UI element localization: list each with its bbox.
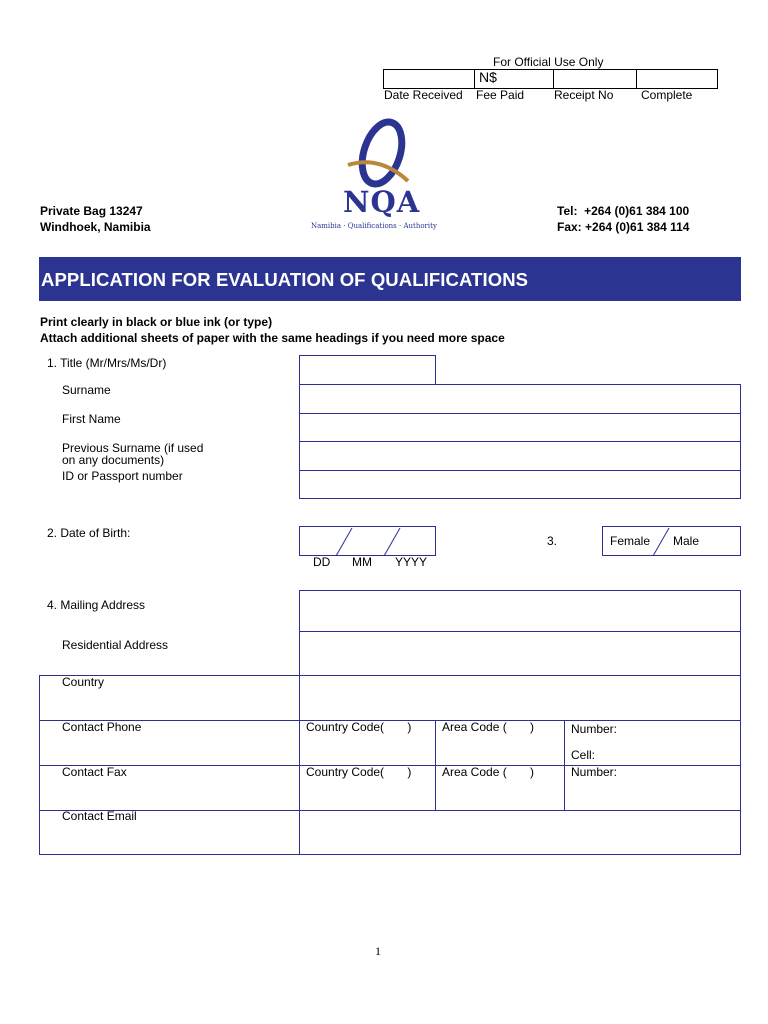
page-title: APPLICATION FOR EVALUATION OF QUALIFICATIONS: [41, 269, 529, 290]
first-name-label: First Name: [62, 412, 121, 426]
country-label: Country: [62, 675, 105, 689]
previous-surname-label-2: on any documents): [62, 453, 165, 467]
phone-country-code[interactable]: Country Code( ): [306, 720, 412, 734]
residential-address-input[interactable]: [299, 631, 741, 676]
phone-area-code[interactable]: Area Code ( ): [442, 720, 535, 734]
id-passport-label: ID or Passport number: [62, 469, 183, 483]
email-input[interactable]: [300, 811, 740, 854]
tel-number: Tel: +264 (0)61 384 100: [557, 204, 690, 218]
col-fee-paid: Fee Paid: [476, 88, 525, 102]
dob-mm-label: MM: [352, 555, 372, 569]
country-input[interactable]: [300, 676, 740, 719]
first-name-input[interactable]: [300, 414, 740, 440]
instruction-sheets: Attach additional sheets of paper with the same headings if you need more space: [40, 331, 505, 345]
phone-number[interactable]: Number:: [571, 722, 618, 736]
form-title-banner: [39, 257, 741, 301]
id-passport-input[interactable]: [300, 471, 740, 498]
fax-country-code[interactable]: Country Code( ): [306, 765, 412, 779]
title-label: 1. Title (Mr/Mrs/Ms/Dr): [47, 356, 167, 370]
address-line-1: Private Bag 13247: [40, 204, 143, 218]
page-number: 1: [375, 944, 381, 958]
col-receipt-no: Receipt No: [554, 88, 614, 102]
fax-number: Fax: +264 (0)61 384 114: [557, 220, 690, 234]
currency-label: N$: [479, 69, 497, 85]
contact-fax-label: Contact Fax: [62, 765, 127, 779]
gender-female[interactable]: Female: [610, 534, 651, 548]
logo-tagline: Namibia · Qualifications · Authority: [311, 222, 437, 230]
fax-number-field[interactable]: Number:: [571, 765, 618, 779]
fax-area-code[interactable]: Area Code ( ): [442, 765, 535, 779]
previous-surname-input[interactable]: [300, 442, 740, 469]
logo-name: NQA: [343, 185, 421, 219]
dob-dd-label: DD: [313, 555, 331, 569]
gender-label: 3.: [547, 534, 558, 548]
instruction-ink: Print clearly in black or blue ink (or type): [40, 315, 273, 329]
dob-separators: [299, 526, 436, 556]
contact-email-label: Contact Email: [62, 809, 137, 823]
previous-surname-label-1: Previous Surname (if used: [62, 441, 204, 455]
mailing-address-input[interactable]: [299, 590, 741, 632]
dob-label: 2. Date of Birth:: [47, 526, 131, 540]
official-use-table: [383, 69, 718, 89]
nqa-logo: [300, 115, 460, 235]
phone-cell[interactable]: Cell:: [571, 748, 596, 762]
title-input[interactable]: [299, 355, 436, 385]
mailing-address-label: 4. Mailing Address: [47, 598, 146, 612]
contact-phone-label: Contact Phone: [62, 720, 142, 734]
official-use-title: For Official Use Only: [493, 55, 604, 69]
gender-male[interactable]: Male: [673, 534, 700, 548]
dob-yyyy-label: YYYY: [395, 555, 428, 569]
residential-address-label: Residential Address: [62, 638, 169, 652]
address-line-2: Windhoek, Namibia: [40, 220, 151, 234]
nqa-logo-mark-icon: [300, 115, 460, 195]
surname-input[interactable]: [300, 385, 740, 412]
col-complete: Complete: [641, 88, 693, 102]
col-date-received: Date Received: [384, 88, 463, 102]
surname-label: Surname: [62, 383, 111, 397]
